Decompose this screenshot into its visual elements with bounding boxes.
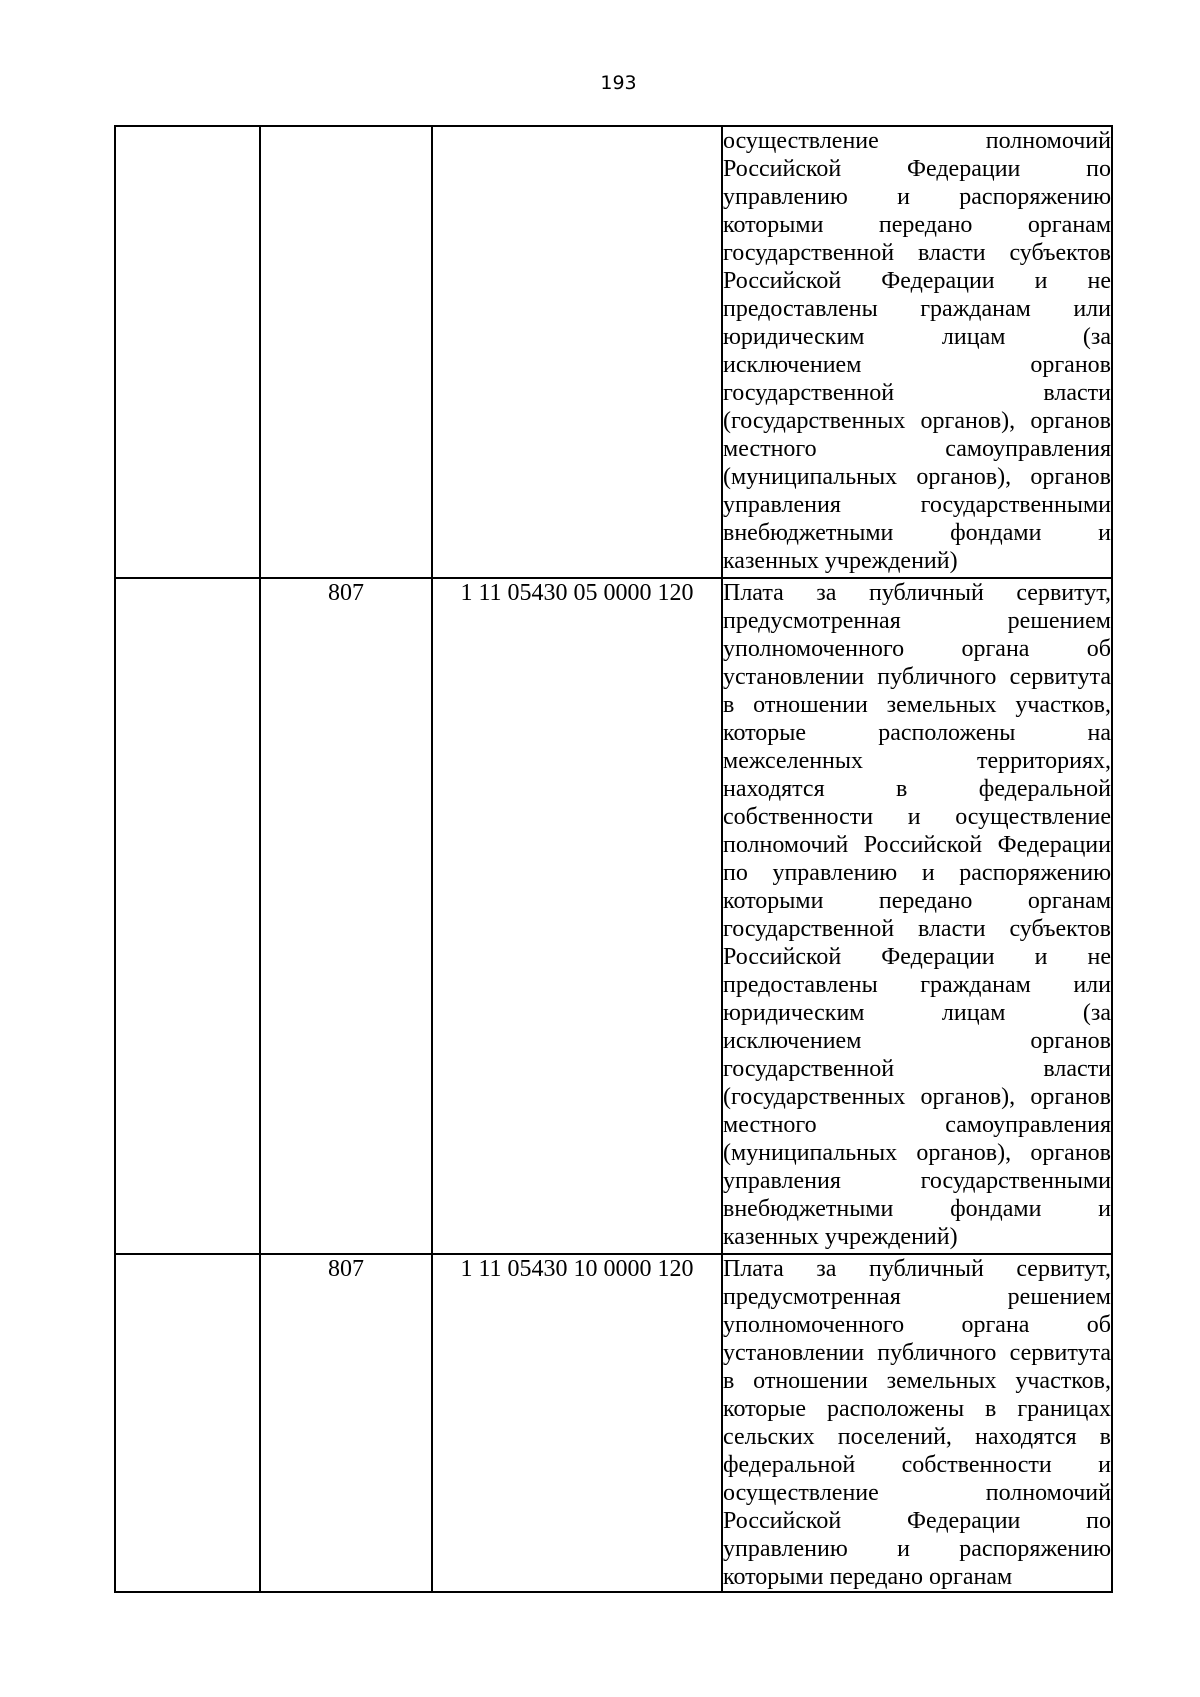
description-line: юридическим лицам (за [723,324,1111,350]
description-line: государственной власти [723,1056,1111,1082]
description-line: уполномоченного органа об [723,1312,1111,1338]
description-line: установлении публичного сервитута [723,664,1111,690]
description-line: внебюджетными фондами и [723,520,1111,546]
description-line: Российской Федерации и не [723,944,1111,970]
budget-classification-code-cell [432,126,722,578]
description-line: управлению и распоряжению [723,184,1111,210]
description-line: осуществление полномочий [723,1480,1111,1506]
description-line: казенных учреждений) [723,548,958,574]
description-line: (государственных органов), органов [723,1084,1111,1110]
table-row [115,126,1112,578]
description-line: по управлению и распоряжению [723,860,1111,886]
description-line: находятся в федеральной [723,776,1111,802]
administrator-code-cell: 807 [260,1254,432,1592]
budget-classification-code-cell: 1 11 05430 10 0000 120 [432,1254,722,1592]
description-line: государственной власти субъектов [723,240,1111,266]
administrator-code-cell [260,126,432,578]
description-line: Российской Федерации и не [723,268,1111,294]
description-line: собственности и осуществление [723,804,1111,830]
row-number-cell [115,578,260,1254]
revenue-codes-table [114,125,1113,1593]
description-line: управлению и распоряжению [723,1536,1111,1562]
description-line: (муниципальных органов), органов [723,1140,1111,1166]
description-line: полномочий Российской Федерации [723,832,1111,858]
page-number: 193 [600,72,637,94]
description-line: установлении публичного сервитута [723,1340,1111,1366]
description-line: управления государственными [723,492,1111,518]
description-line: местного самоуправления [723,436,1111,462]
revenue-description-cell [722,578,1112,1254]
revenue-description-cell [722,1254,1112,1592]
row-number-cell [115,1254,260,1592]
description-line: казенных учреждений) [723,1224,958,1250]
budget-classification-code-cell: 1 11 05430 05 0000 120 [432,578,722,1254]
description-line: (государственных органов), органов [723,408,1111,434]
row-number-cell [115,126,260,578]
description-line: Плата за публичный сервитут, [723,1256,1111,1282]
description-line: исключением органов [723,352,1111,378]
description-line: предоставлены гражданам или [723,972,1111,998]
description-line: предусмотренная решением [723,608,1111,634]
description-line: (муниципальных органов), органов [723,464,1111,490]
description-line: которыми передано органам [723,212,1111,238]
description-line: Российской Федерации по [723,156,1111,182]
description-line: государственной власти [723,380,1111,406]
description-line: которыми передано органам [723,888,1111,914]
description-line: исключением органов [723,1028,1111,1054]
revenue-description-cell [722,126,1112,578]
description-line: Плата за публичный сервитут, [723,580,1111,606]
description-line: межселенных территориях, [723,748,1111,774]
description-line: федеральной собственности и [723,1452,1111,1478]
description-line: Российской Федерации по [723,1508,1111,1534]
description-line: юридическим лицам (за [723,1000,1111,1026]
description-line: которыми передано органам [723,1564,1013,1590]
description-line: уполномоченного органа об [723,636,1111,662]
description-line: внебюджетными фондами и [723,1196,1111,1222]
table-row [115,578,1112,1254]
description-line: в отношении земельных участков, [723,692,1111,718]
description-line: местного самоуправления [723,1112,1111,1138]
administrator-code-cell: 807 [260,578,432,1254]
description-line: управления государственными [723,1168,1111,1194]
description-line: в отношении земельных участков, [723,1368,1111,1394]
table-row [115,1254,1112,1592]
description-line: государственной власти субъектов [723,916,1111,942]
description-line: сельских поселений, находятся в [723,1424,1111,1450]
description-line: которые расположены на [723,720,1111,746]
description-line: осуществление полномочий [723,128,1111,154]
description-line: предоставлены гражданам или [723,296,1111,322]
description-line: которые расположены в границах [723,1396,1111,1422]
description-line: предусмотренная решением [723,1284,1111,1310]
